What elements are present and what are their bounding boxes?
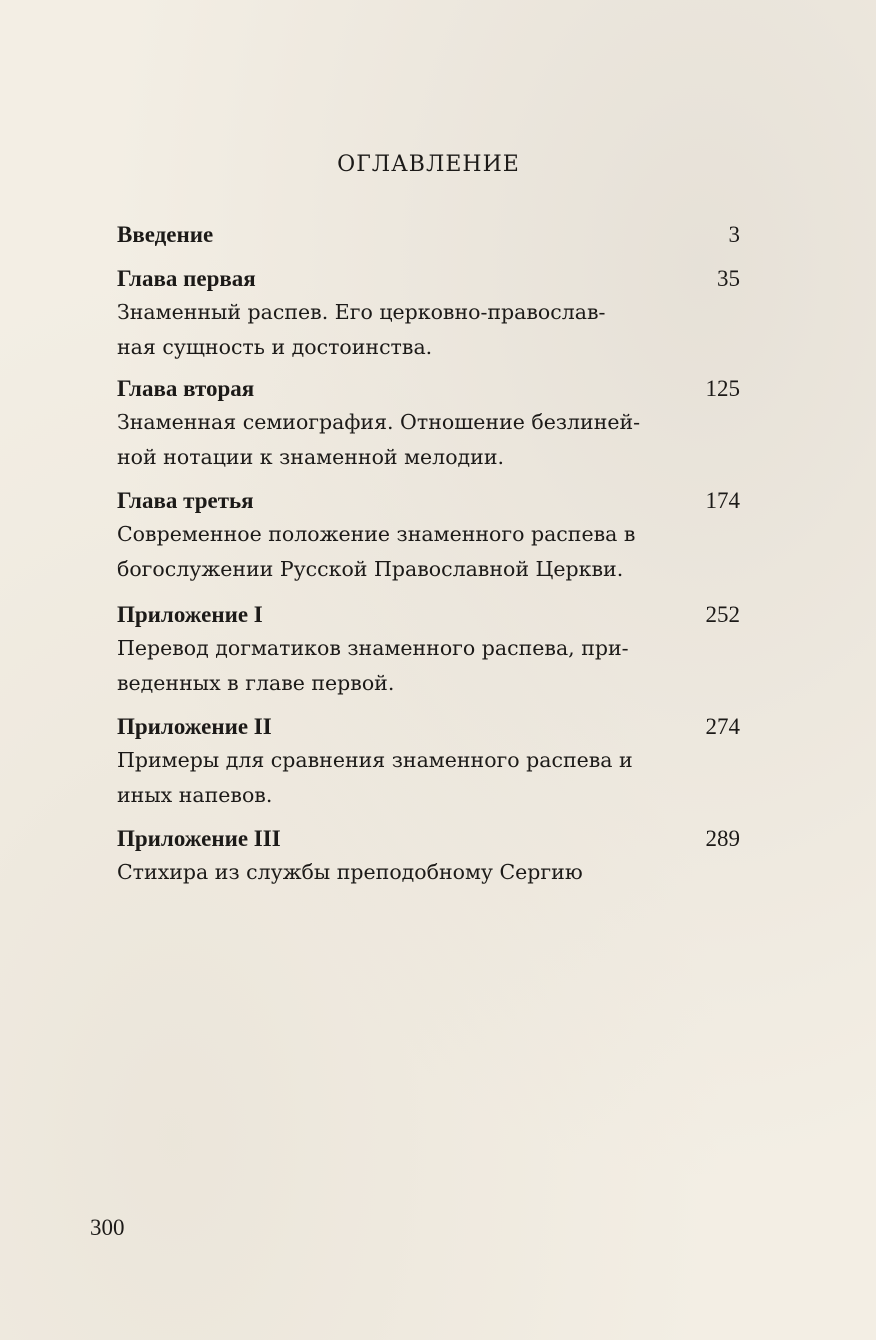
toc-entry-page: 3 — [728, 222, 740, 247]
toc-entry-page: 289 — [705, 826, 740, 851]
toc-entry-page: 174 — [705, 488, 740, 513]
toc-entry-chapter-3 — [117, 488, 740, 587]
toc-entry-line: Знаменная семиография. Отношение безлиней- — [117, 410, 641, 434]
toc-entry-description — [117, 517, 740, 587]
toc-entry-page: 125 — [705, 376, 740, 401]
toc-entry-line: ная сущность и достоинства. — [117, 335, 433, 359]
toc-entry-appendix-2 — [117, 714, 740, 813]
toc-entry-line: веденных в главе первой. — [117, 671, 395, 695]
toc-entry-page: 35 — [717, 266, 740, 291]
toc-entry-page: 274 — [705, 714, 740, 739]
toc-entry-label: Приложение II — [117, 714, 272, 739]
toc-entry-description — [117, 743, 740, 813]
toc-entry-line: Перевод догматиков знаменного распева, при- — [117, 636, 629, 660]
toc-entry-line: Стихира из службы преподобному Сергию — [117, 860, 583, 884]
toc-entry-appendix-1 — [117, 602, 740, 701]
toc-entry-line: богослужении Русской Православной Церкви. — [117, 557, 624, 581]
toc-entry-label: Приложение I — [117, 602, 263, 627]
toc-entry-chapter-1 — [117, 266, 740, 365]
toc-entry-head — [117, 488, 740, 514]
toc-entry-chapter-2 — [117, 376, 740, 475]
toc-entry-head — [117, 376, 740, 402]
page-number: 300 — [90, 1215, 125, 1240]
toc-entry-introduction — [117, 222, 740, 248]
toc-entry-label: Глава первая — [117, 266, 256, 291]
toc-entry-label: Приложение III — [117, 826, 281, 851]
toc-entry-line: Знаменный распев. Его церковно-православ- — [117, 300, 606, 324]
toc-entry-appendix-3 — [117, 826, 740, 890]
toc-entry-page: 252 — [705, 602, 740, 627]
toc-entry-head — [117, 602, 740, 628]
toc-entry-head — [117, 714, 740, 740]
toc-entry-label: Глава третья — [117, 488, 254, 513]
toc-entry-description — [117, 631, 740, 701]
toc-entry-line: ной нотации к знаменной мелодии. — [117, 445, 505, 469]
toc-entry-description — [117, 295, 740, 365]
toc-entry-head — [117, 222, 740, 248]
toc-entry-label: Введение — [117, 222, 214, 247]
toc-entry-line: Современное положение знаменного распева в — [117, 522, 636, 546]
page-title: ОГЛАВЛЕНИЕ — [337, 152, 520, 177]
toc-entry-description — [117, 405, 740, 475]
toc-entry-line: Примеры для сравнения знаменного распева и — [117, 748, 633, 772]
toc-entry-head — [117, 266, 740, 292]
toc-entry-description — [117, 855, 740, 890]
toc-entry-label: Глава вторая — [117, 376, 255, 401]
toc-entry-head — [117, 826, 740, 852]
toc-entry-line: иных напевов. — [117, 783, 273, 807]
